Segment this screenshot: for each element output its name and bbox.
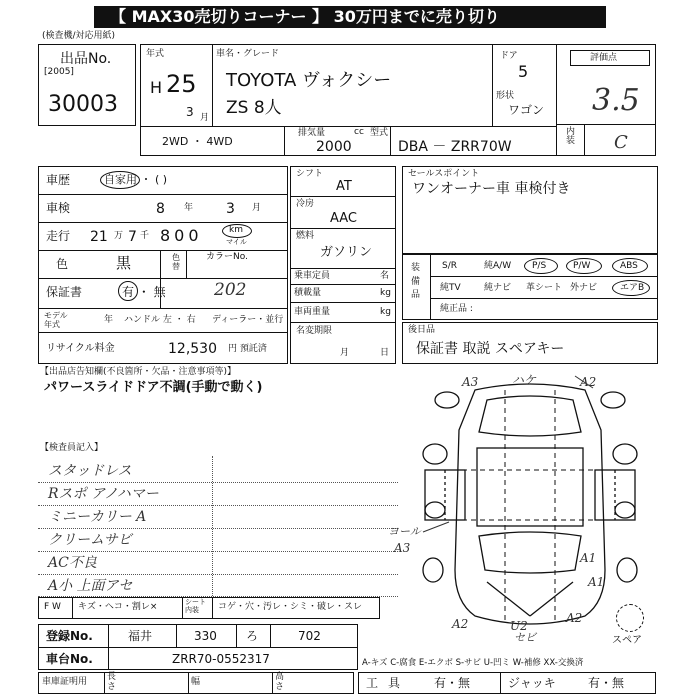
displacement-unit: cc — [354, 127, 364, 137]
jack-value: 有・無 — [588, 676, 625, 690]
sales-label: セールスポイント — [408, 169, 480, 179]
grade: ZS 8人 — [226, 98, 282, 118]
height-label: 高さ — [275, 672, 285, 692]
inspection-month: 3 — [226, 201, 235, 217]
history-value: 自家用 ・ ( ) — [104, 173, 168, 186]
recycle-label: リサイクル料金 — [46, 343, 115, 354]
ac: AAC — [330, 211, 357, 226]
color-no: 202 — [214, 280, 247, 300]
warranty-value: 有 ・ 無 — [122, 285, 166, 299]
capacity-unit: 名 — [380, 271, 390, 281]
reg-class: 330 — [194, 629, 217, 643]
damage-front-u2: U2 — [510, 619, 528, 633]
tools-label: 工具 — [366, 676, 411, 690]
doors: 5 — [518, 62, 529, 81]
mileage-man-unit: 万 — [114, 231, 124, 241]
damage-rear-a3: A3 — [462, 375, 479, 389]
mileage-rest: 800 — [160, 226, 203, 245]
history-label: 車歴 — [46, 173, 71, 187]
chassis-value: ZRR70-0552317 — [172, 652, 270, 666]
score-label: 評価点 — [590, 53, 618, 63]
lot-number: 30003 — [48, 92, 118, 117]
era: H — [150, 78, 163, 97]
handle: ハンドル 左 ・ 右 — [124, 315, 196, 325]
reg-kana: ろ — [246, 629, 259, 643]
load-label: 積載量 — [294, 288, 322, 298]
inspection-year-unit: 年 — [184, 203, 194, 213]
expiry-day: 日 — [380, 348, 390, 358]
color-label: 色 — [56, 257, 69, 271]
damage-rear-dent: ハケ — [512, 373, 537, 387]
inspector-title: 【検査員記入】 — [40, 443, 104, 453]
notes-title: 【出品店告知欄(不良箇所・欠品・注意事項等)】 — [40, 367, 237, 377]
inspector-line-1: スタッドレス — [48, 463, 132, 479]
expiry-label: 名変期限 — [296, 326, 333, 336]
fuel: ガソリン — [320, 245, 373, 260]
capacity-label: 乗車定員 — [294, 271, 331, 281]
interior: C — [614, 132, 628, 153]
mileage-label: 走行 — [46, 229, 71, 243]
damage-right-a1: A1 — [580, 551, 597, 565]
color-change: 色替 — [172, 253, 180, 271]
seat-items: コゲ・穴・汚レ・シミ・破レ・スレ — [218, 602, 363, 612]
drive: 2WD ・ 4WD — [162, 135, 233, 148]
damage-mole: ヨール — [388, 525, 421, 538]
inspector-line-2: Rスポ アノハマー — [48, 486, 159, 502]
subtitle: (検査機/対応用紙) — [42, 31, 116, 41]
equip-sr: S/R — [442, 261, 457, 271]
inspector-line-6: A小 上面アセ — [48, 578, 133, 594]
mileage-thousand-unit: 千 — [140, 231, 150, 241]
fw-items: キズ・ヘコ・割レ× — [78, 602, 158, 612]
shift: AT — [336, 179, 352, 194]
after-label: 後日品 — [408, 325, 436, 335]
shift-label: シフト — [296, 169, 324, 179]
seat-label: シート内装 — [185, 598, 206, 614]
mileage-man: 21 — [90, 229, 108, 245]
equip-label: 装備品 — [411, 263, 421, 300]
sales-box — [402, 166, 658, 254]
equip-abs: ABS — [620, 261, 638, 271]
doors-label: ドア — [500, 51, 518, 61]
inspector-line-4: クリームサビ — [48, 532, 132, 548]
model-year-label: モデル年式 — [44, 311, 68, 329]
month: 3 — [186, 105, 194, 119]
mileage-mile: マイル — [226, 238, 247, 246]
equip-navi: 純ナビ — [484, 283, 512, 293]
expiry-month: 月 — [340, 348, 350, 358]
spare-label: スペア — [612, 635, 642, 646]
weight-unit: kg — [380, 307, 391, 317]
lot-label: 出品No. — [60, 51, 112, 67]
after-value: 保証書 取説 スペアキー — [416, 341, 565, 357]
recycle-unit: 円 預託済 — [228, 344, 267, 354]
lot-year: [2005] — [44, 67, 74, 77]
shape: ワゴン — [508, 103, 545, 117]
inspection-month-unit: 月 — [252, 203, 262, 213]
jack-label: ジャッキ — [508, 676, 556, 690]
banner-text: 【 MAX30売切りコーナー 】 30万円までに売り切り — [110, 7, 500, 26]
notes-text: パワースライドドア不調(手動で動く) — [44, 380, 263, 395]
sales-point: ワンオーナー車 車検付き — [412, 181, 571, 197]
tools-value: 有・無 — [434, 676, 471, 690]
mileage-thousand: 7 — [128, 229, 137, 245]
equip-alloy: 純A/W — [484, 261, 512, 271]
equip-ps: P/S — [532, 261, 547, 271]
warranty-label: 保証書 — [46, 285, 83, 299]
cert-label: 車庫証明用 — [42, 677, 88, 687]
damage-rear-a2: A2 — [580, 375, 597, 389]
interior-label: 内装 — [566, 127, 576, 146]
model-year-unit: 年 — [104, 315, 114, 325]
chassis-label: 車台No. — [46, 652, 93, 666]
displacement: 2000 — [316, 139, 352, 155]
inspection-year: 8 — [156, 201, 165, 217]
equip-airbag: エアB — [620, 283, 645, 293]
model-label: 車名・グレード — [216, 49, 280, 59]
shape-label: 形状 — [496, 91, 515, 101]
year: 25 — [166, 70, 197, 98]
info-table — [38, 166, 288, 364]
type: DBA － ZRR70W — [398, 139, 512, 155]
maker-model: TOYOTA ヴォクシー — [226, 70, 392, 91]
year-label: 年式 — [146, 49, 165, 59]
length-label: 長さ — [107, 672, 117, 692]
width-label: 幅 — [191, 677, 201, 687]
damage-front-a2: A2 — [452, 617, 469, 631]
fuel-label: 燃料 — [296, 231, 315, 241]
recycle-amount: 12,530 — [168, 341, 217, 357]
inspector-line-5: AC不良 — [48, 555, 97, 571]
ac-label: 冷房 — [296, 199, 315, 209]
score: 3.5 — [592, 83, 640, 118]
dealer: ディーラー・並行 — [212, 315, 284, 325]
damage-front-crack: セビ — [514, 631, 536, 644]
spare-tire — [616, 604, 644, 632]
equip-genuine: 純正品 : — [440, 304, 473, 314]
month-unit: 月 — [200, 113, 210, 123]
legend: A-キズ C-腐食 E-エクボ S-サビ U-凹ミ W-補修 XX-交換済 — [362, 658, 584, 668]
weight-label: 車両重量 — [294, 307, 331, 317]
damage-right-a1b: A1 — [588, 575, 605, 589]
reg-city: 福井 — [128, 629, 153, 643]
load-unit: kg — [380, 288, 391, 298]
mileage-km: km — [229, 225, 243, 235]
color: 黒 — [116, 254, 132, 272]
reg-number: 702 — [298, 629, 321, 643]
fw-label: F W — [44, 602, 61, 612]
displacement-label: 排気量 — [298, 128, 326, 138]
color-no-label: カラーNo. — [206, 252, 248, 262]
inspector-line-3: ミニーカリー A — [48, 509, 147, 525]
damage-left-a3: A3 — [394, 541, 411, 555]
type-label: 型式 — [370, 128, 389, 138]
damage-front-right-a2: A2 — [566, 611, 583, 625]
equip-leather: 革シート — [526, 283, 563, 293]
car-damage-diagram — [405, 370, 660, 640]
equip-ext-navi: 外ナビ — [570, 283, 598, 293]
equip-pw: P/W — [573, 261, 591, 271]
reg-label: 登録No. — [46, 629, 93, 643]
inspection-label: 車検 — [46, 201, 71, 215]
equip-tv: 純TV — [440, 283, 461, 293]
